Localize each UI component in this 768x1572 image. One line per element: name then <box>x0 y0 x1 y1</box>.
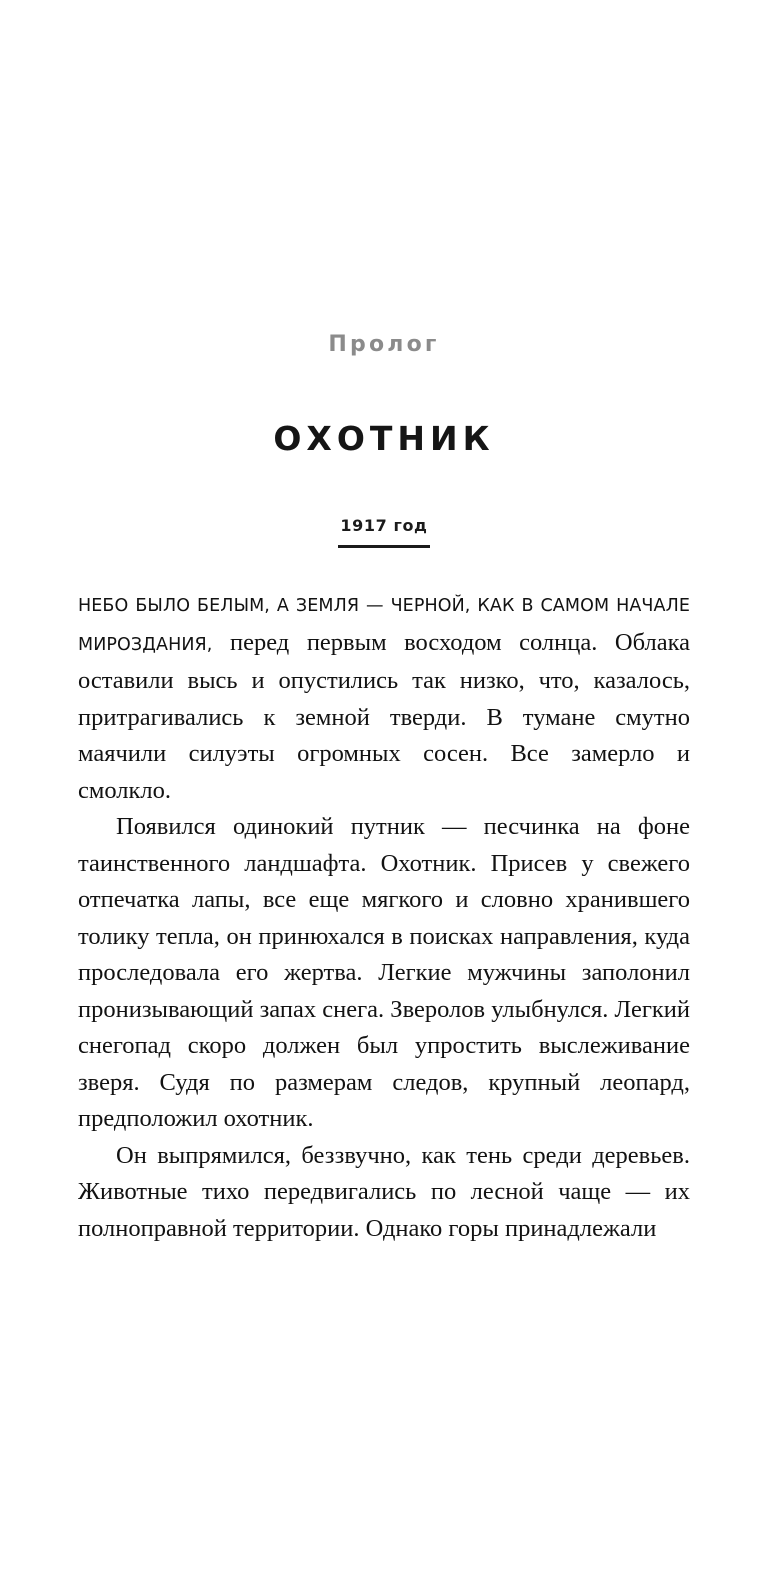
body-text <box>78 586 690 1247</box>
book-page <box>0 332 768 1572</box>
lead-smallcaps: НЕБО БЫЛО БЕЛЫМ, А ЗЕМЛЯ — ЧЕРНОЙ, КАК В САМОМ НАЧАЛЕ МИРОЗДАНИЯ, <box>78 596 690 655</box>
year-label: 1917 год <box>340 516 428 535</box>
page-title: ОХОТНИК <box>273 419 495 458</box>
paragraph-2: Появился одинокий путник — песчинка на фоне таинственного ландшафта. Охотник. Присев у свежего отпечатка лапы, все еще мягкого и словно хранившего толику тепла, он принюхался в поисках направления, куда проследовала его жертва. Легкие мужчины заполонил пронизывающий запах снега. Зверолов улыбнулся. Легкий снегопад скоро должен был упростить выслеживание зверя. Судя по размерам следов, крупный леопард, предположил охотник. <box>78 813 690 1132</box>
year-heading <box>78 516 690 548</box>
paragraph-3: Он выпрямился, беззвучно, как тень среди деревьев. Животные тихо передвигались по лесной чаще — их полноправной территории. Однако горы принадлежали <box>78 1141 690 1242</box>
paragraph-1-text: перед первым восходом солнца. Облака оставили высь и опустились так низко, что, казалось, притрагивались к земной тверди. В тумане смутно маячили силуэты огромных сосен. Все замерло и смолкло. <box>78 628 690 804</box>
year-divider <box>338 545 430 548</box>
paragraph-1 <box>78 586 690 809</box>
section-label: Пролог <box>328 332 440 357</box>
